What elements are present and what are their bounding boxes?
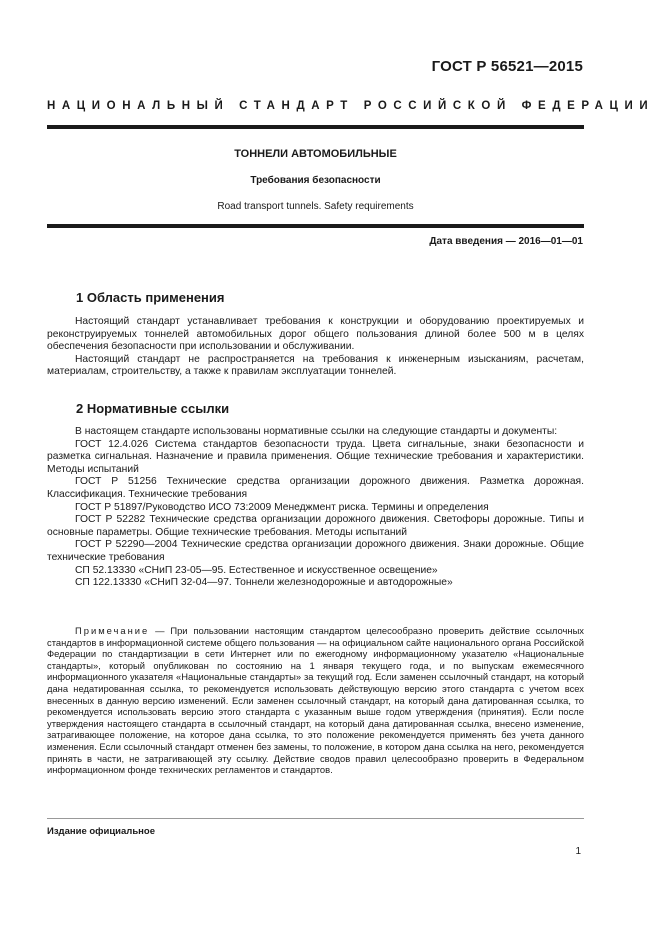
reference-item: ГОСТ Р 52282 Технические средства организации дорожного движения. Светофоры дорожные. Типы и основные параметры. Общие технические требования. Методы испытаний bbox=[47, 514, 584, 538]
national-standard-heading: НАЦИОНАЛЬНЫЙ СТАНДАРТ РОССИЙСКОЙ ФЕДЕРАЦИИ bbox=[47, 100, 655, 112]
reference-item: СП 122.13330 «СНиП 32-04—97. Тоннели железнодорожные и автодорожные» bbox=[75, 577, 453, 589]
standard-title: ТОННЕЛИ АВТОМОБИЛЬНЫЕ bbox=[234, 148, 397, 160]
note-text: — При пользовании настоящим стандартом целесообразно проверить действие ссылочных стандартов в информационной системе общего пользования — на официальном сайте национального органа Российской Федерации по стандартизации в сети Интернет или по ежегодному информационному указателю «Национальные стандарты», который опубликован по состоянию на 1 января текущего года, и по выпускам ежемесячного информационного указателя «Национальные стандарты» за текущий год. Если заменен ссылочный стандарт, на который дана недатированная ссылка, то рекомендуется использовать действующую версию этого стандарта с учетом всех внесенных в данную версию изменений. Если заменен ссылочный стандарт, на который дана датированная ссылка, то рекомендуется использовать версию этого стандарта с указанным выше годом утверждения (принятия). Если после утверждения настоящего стандарта в ссылочный стандарт, на который дана датированная ссылка, внесено изменение, затрагивающее положение, на которое дана ссылка, то это положение рекомендуется применять без учета данного изменения. Если ссылочный стандарт отменен без замены, то положение, в котором дана ссылка на него, рекомендуется принять в части, не затрагивающей эту ссылку. Действие сводов правил целесообразно проверить в Федеральном информационном фонде технических регламентов и стандартов. bbox=[47, 625, 584, 776]
reference-item: СП 52.13330 «СНиП 23-05—95. Естественное и искусственное освещение» bbox=[75, 564, 438, 576]
footer-rule bbox=[47, 818, 584, 819]
section-1-heading: 1 Область применения bbox=[76, 290, 225, 305]
effective-date: Дата введения — 2016—01—01 bbox=[429, 236, 583, 247]
note-block bbox=[47, 625, 584, 776]
note-label: Примечание bbox=[75, 625, 150, 636]
top-rule bbox=[47, 125, 584, 129]
document-number: ГОСТ Р 56521—2015 bbox=[431, 58, 583, 75]
bottom-rule bbox=[47, 224, 584, 228]
section-1-body bbox=[47, 316, 584, 379]
reference-item: ГОСТ Р 52290—2004 Технические средства организации дорожного движения. Знаки дорожные. Общие технические требования bbox=[47, 539, 584, 563]
english-title: Road transport tunnels. Safety requirements bbox=[217, 201, 414, 212]
section-2-body bbox=[47, 426, 584, 590]
section-2-heading: 2 Нормативные ссылки bbox=[76, 401, 230, 416]
standard-subtitle: Требования безопасности bbox=[250, 175, 381, 186]
reference-item: ГОСТ Р 51256 Технические средства организации дорожного движения. Разметка дорожная. Классификация. Технические требования bbox=[47, 476, 584, 500]
reference-item: ГОСТ 12.4.026 Система стандартов безопасности труда. Цвета сигнальные, знаки безопасности и разметка сигнальная. Назначение и правила применения. Общие технические требования и характеристики. Методы испытаний bbox=[47, 438, 584, 475]
paragraph: Настоящий стандарт не распространяется на требования к инженерным изысканиям, расчетам, материалам, строительству, а также к правилам эксплуатации тоннелей. bbox=[47, 353, 584, 378]
page-number: 1 bbox=[575, 846, 581, 857]
note-paragraph bbox=[47, 625, 584, 776]
paragraph: В настоящем стандарте использованы нормативные ссылки на следующие стандарты и документы: bbox=[75, 426, 558, 437]
edition-label: Издание официальное bbox=[47, 826, 155, 837]
paragraph: Настоящий стандарт устанавливает требования к конструкции и оборудованию проектируемых и реконструируемых тоннелей автомобильных дорог общего пользования длиной более 500 м в целях обеспечения безопасности при использовании и обслуживании. bbox=[47, 316, 584, 353]
reference-item: ГОСТ Р 51897/Руководство ИСО 73:2009 Менеджмент риска. Термины и определения bbox=[75, 501, 489, 513]
